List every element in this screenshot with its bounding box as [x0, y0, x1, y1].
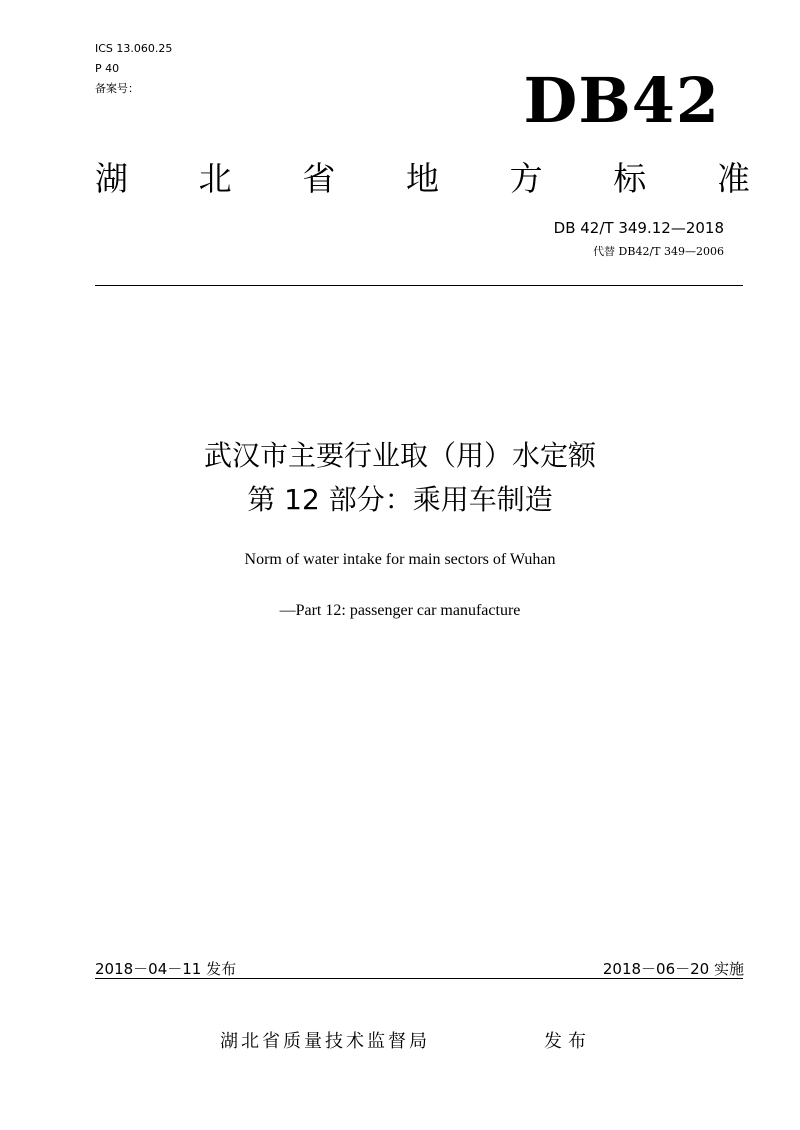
implementation-date: 2018－06－20 实施 — [602, 960, 744, 978]
ics-code: ICS 13.060.25 — [95, 42, 173, 55]
ccs-code: P 40 — [95, 62, 120, 75]
footer-divider — [95, 978, 743, 979]
standard-type-char: 标 — [613, 158, 647, 198]
header-divider — [95, 285, 743, 286]
title-cn-line-1: 武汉市主要行业取（用）水定额 — [203, 439, 596, 472]
standard-type-char: 省 — [302, 158, 336, 198]
replaces-standard: 代替 DB42/T 349—2006 — [593, 245, 724, 258]
title-en-line-2: —Part 12: passenger car manufacture — [279, 602, 521, 619]
issue-date: 2018－04－11 发布 — [95, 960, 237, 978]
publisher-suffix: 发布 — [544, 1031, 592, 1052]
record-number-label: 备案号： — [95, 82, 139, 95]
standard-logo: DB42 — [523, 64, 720, 137]
publisher-name: 湖北省质量技术监督局 — [220, 1031, 430, 1052]
standard-type-char: 北 — [198, 158, 232, 198]
standard-type-char: 湖 — [95, 158, 128, 198]
standard-number: DB 42/T 349.12—2018 — [553, 219, 724, 237]
title-cn-line-2: 第 12 部分：乘用车制造 — [247, 483, 553, 516]
standard-type-char: 准 — [716, 158, 750, 198]
standard-type-heading — [95, 152, 750, 200]
standard-type-char: 地 — [405, 158, 439, 198]
standard-type-char: 方 — [509, 158, 543, 198]
title-en-line-1: Norm of water intake for main sectors of Wuhan — [244, 551, 556, 568]
